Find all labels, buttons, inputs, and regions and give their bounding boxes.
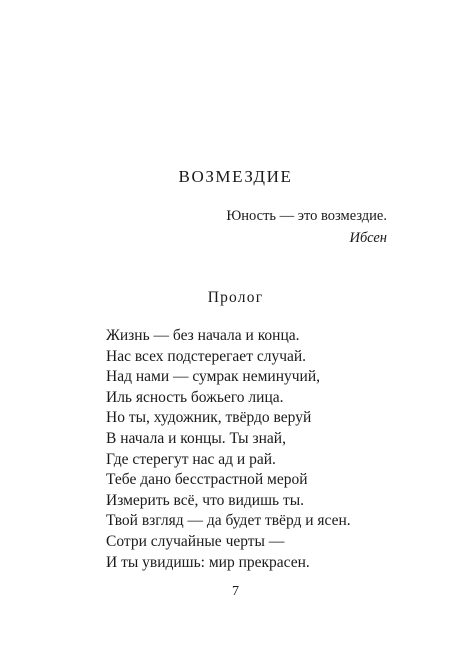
page-title: ВОЗМЕЗДИЕ (178, 167, 293, 186)
poem-line: Нас всех подстерегает случай. (106, 347, 307, 365)
poem-line: И ты увидишь: мир прекрасен. (106, 553, 310, 571)
poem-line: Где стерегут нас ад и рай. (106, 450, 276, 468)
poem-line: Измерить всё, что видишь ты. (106, 491, 305, 509)
page-number: 7 (232, 584, 239, 599)
epigraph-author: Ибсен (349, 230, 387, 246)
epigraph (226, 205, 387, 249)
epigraph-text: Юность — это возмездие. (226, 208, 387, 224)
poem-line: Над нами — сумрак неминучий, (106, 368, 321, 386)
poem-line: Но ты, художник, твёрдо веруй (106, 409, 312, 427)
poem-line: Иль ясность божьего лица. (106, 388, 284, 406)
poem-line: Тебе дано бесстрастной мерой (106, 471, 308, 489)
section-title: Пролог (207, 289, 264, 306)
poem-line: Сотри случайные черты — (106, 532, 285, 550)
poem (106, 326, 351, 573)
poem-line: Жизнь — без начала и конца. (106, 327, 300, 344)
poem-line: Твой взгляд — да будет твёрд и ясен. (106, 512, 351, 530)
poem-line: В начала и концы. Ты знай, (106, 429, 286, 447)
